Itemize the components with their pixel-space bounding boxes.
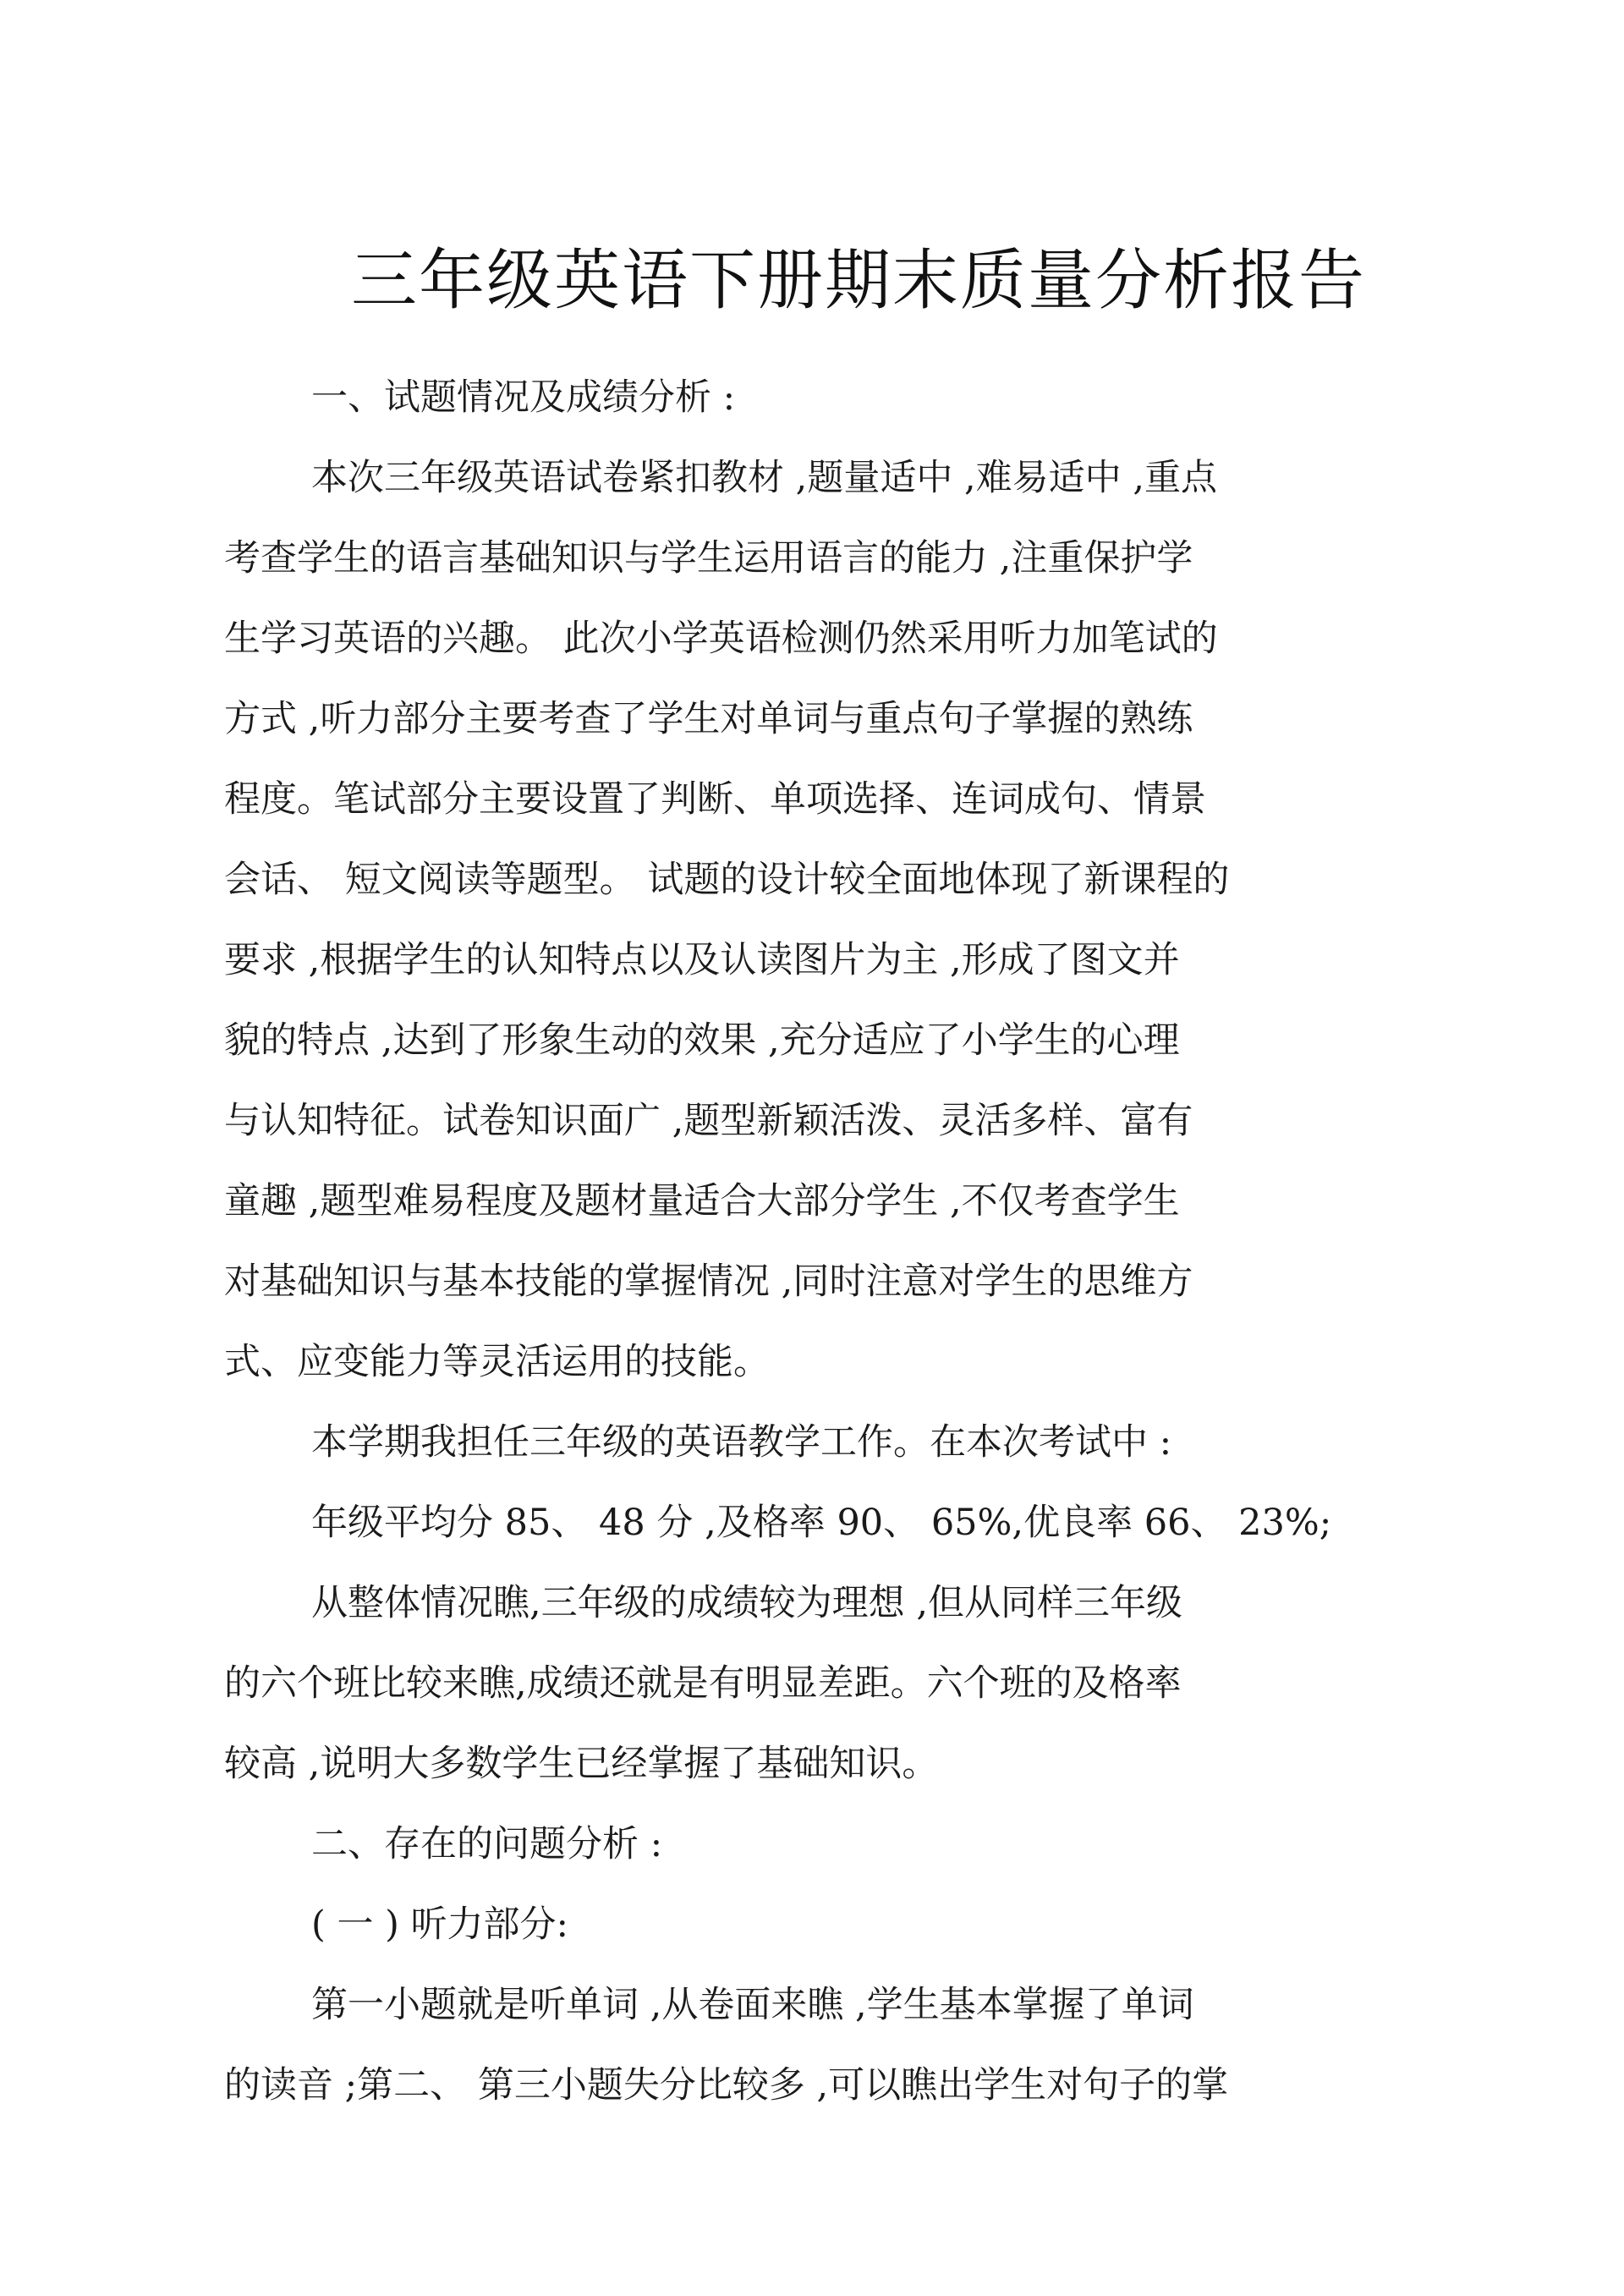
section-heading-1: 一、试题情况及成绩分析 : xyxy=(311,376,736,419)
paragraph-line: 生学习英语的兴趣。 此次小学英语检测仍然采用听力加笔试的 xyxy=(224,618,1218,660)
paragraph-line: 的读音 ;第二、 第三小题失分比较多 ,可以瞧出学生对句子的掌 xyxy=(224,2064,1229,2106)
paragraph-line: 从整体情况瞧,三年级的成绩较为理想 ,但从同样三年级 xyxy=(311,1582,1183,1624)
paragraph-line: 本学期我担任三年级的英语教学工作。在本次考试中 : xyxy=(311,1421,1172,1464)
paragraph-line: 本次三年级英语试卷紧扣教材 ,题量适中 ,难易适中 ,重点 xyxy=(311,457,1218,499)
paragraph-line: 第一小题就是听单词 ,从卷面来瞧 ,学生基本掌握了单词 xyxy=(311,1984,1194,2026)
paragraph-line: 式、应变能力等灵活运用的技能。 xyxy=(224,1341,770,1383)
paragraph-line: 会话、 短文阅读等题型。 试题的设计较全面地体现了新课程的 xyxy=(224,859,1230,901)
paragraph-line: 对基础知识与基本技能的掌握情况 ,同时注意对学生的思维方 xyxy=(224,1261,1193,1303)
paragraph-line: 较高 ,说明大多数学生已经掌握了基础知识。 xyxy=(224,1743,939,1785)
document-title: 三年级英语下册期末质量分析报告 xyxy=(351,243,1367,319)
paragraph-line: 年级平均分 85、 48 分 ,及格率 90、 65%,优良率 66、 23%; xyxy=(311,1502,1332,1544)
paragraph-line: 与认知特征。试卷知识面广 ,题型新颖活泼、灵活多样、富有 xyxy=(224,1100,1193,1142)
paragraph-line: 方式 ,听力部分主要考查了学生对单词与重点句子掌握的熟练 xyxy=(224,698,1193,740)
paragraph-line: 程度。笔试部分主要设置了判断、单项选择、连词成句、情景 xyxy=(224,778,1206,821)
paragraph-line: 的六个班比较来瞧,成绩还就是有明显差距。六个班的及格率 xyxy=(224,1662,1182,1705)
paragraph-line: 要求 ,根据学生的认知特点以及认读图片为主 ,形成了图文并 xyxy=(224,939,1180,981)
paragraph-line: 貌的特点 ,达到了形象生动的效果 ,充分适应了小学生的心理 xyxy=(224,1019,1180,1062)
paragraph-line: 童趣 ,题型难易程度及题材量适合大部分学生 ,不仅考查学生 xyxy=(224,1180,1180,1222)
paragraph-line: 考查学生的语言基础知识与学生运用语言的能力 ,注重保护学 xyxy=(224,537,1193,579)
section-heading-2: 二、存在的问题分析 : xyxy=(311,1823,663,1865)
subsection-heading: ( 一 ) 听力部分: xyxy=(311,1903,569,1946)
